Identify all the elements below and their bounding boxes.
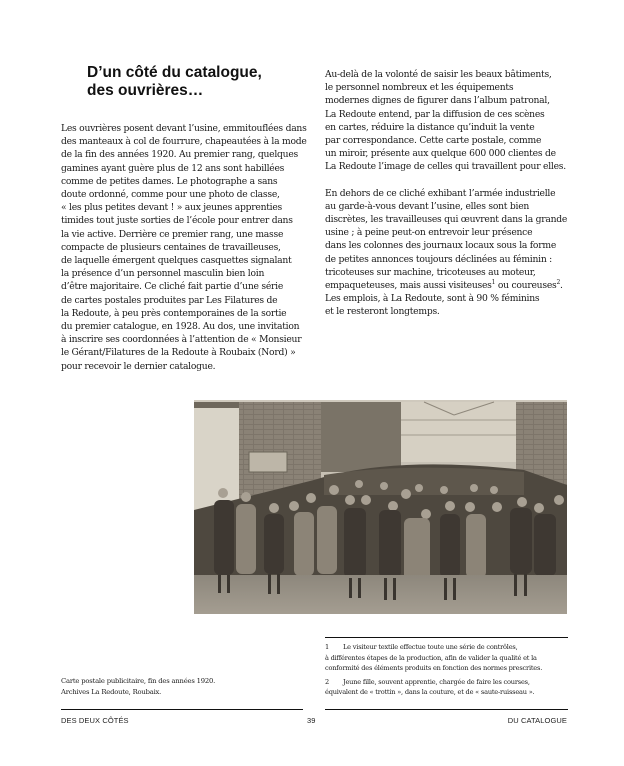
footnote-ref-1[interactable]: 1 xyxy=(491,278,496,286)
text-line: de petites annonces toujours déclinées au féminin : xyxy=(325,253,553,265)
left-paragraph xyxy=(61,122,307,373)
text-line: tricoteuses sur machine, tricoteuses au moteur, xyxy=(325,266,536,278)
text-line: de laquelle émergent quelques casquettes signalant xyxy=(61,255,292,267)
text-line: et le resteront longtemps. xyxy=(325,306,440,318)
right-paragraph-2 xyxy=(325,187,583,319)
photo-caption xyxy=(61,676,301,697)
text-line: comme de petites dames. Le photographe a sans xyxy=(61,175,278,187)
text-line: dans les colonnes des journaux locaux sous la forme xyxy=(325,240,557,252)
text-fragment: empaqueteuses, mais aussi visiteuses xyxy=(325,280,492,292)
text-line: la vie active. Derrière ce premier rang, une masse xyxy=(61,228,284,240)
footnote-2 xyxy=(325,677,575,698)
text-line: Au-delà de la volonté de saisir les beaux bâtiments, xyxy=(325,69,552,80)
text-line: pour recevoir le dernier catalogue. xyxy=(61,360,216,372)
text-line: gamines ayant guère plus de 12 ans sont habillées xyxy=(61,162,285,174)
plaque xyxy=(249,452,287,472)
text-line: la Redoute, à peu près contemporaines de la sortie xyxy=(61,307,287,319)
text-line: au garde-à-vous devant l’usine, elles sont bien xyxy=(325,200,530,212)
footnote-line: à différentes étapes de la production, afin de valider la qualité et la xyxy=(325,653,537,662)
footnote-number: 1 xyxy=(325,643,329,651)
heading-line-2: des ouvrières… xyxy=(87,82,204,99)
footnote-text: Jeune fille, souvent apprentie, chargée de faire les courses, xyxy=(343,677,530,686)
text-line: par correspondance. Cette carte postale, comme xyxy=(325,135,542,147)
text-line: compacte de plusieurs centaines de travailleuses, xyxy=(61,241,281,253)
footnotes-top-rule xyxy=(325,637,568,638)
text-line: doute ordonné, comme pour une photo de classe, xyxy=(61,189,280,201)
text-fragment: . xyxy=(560,280,563,292)
text-line: discrètes, les travailleuses qui œuvrent dans la grande xyxy=(325,214,568,226)
caption-line-1: Carte postale publicitaire, fin des années 1920. xyxy=(61,677,216,685)
text-line: d’être majoritaire. Ce cliché fait partie d’une série xyxy=(61,281,284,293)
left-column-text xyxy=(61,122,307,373)
historical-photo xyxy=(194,400,567,614)
footer-rule-right xyxy=(325,709,568,710)
footnote-text: Le visiteur textile effectue toute une série de contrôles, xyxy=(343,643,518,651)
footnote-number: 2 xyxy=(325,677,329,686)
page-number: 39 xyxy=(307,716,316,725)
text-line: du premier catalogue, en 1928. Au dos, une invitation xyxy=(61,321,300,333)
heading-line-1: D’un côté du catalogue, xyxy=(87,64,262,81)
text-line: de cartes postales produites par Les Filatures de xyxy=(61,294,278,306)
section-heading xyxy=(87,64,307,100)
text-line: usine ; à peine peut-on entrevoir leur présence xyxy=(325,227,533,239)
text-line: La Redoute l’image de celles qui travaillent pour elles. xyxy=(325,161,566,173)
right-paragraph-1 xyxy=(325,68,583,174)
text-line: des manteaux à col de fourrure, chapeautées à la mode xyxy=(61,136,307,148)
text-line: un miroir, présente aux quelque 600 000 clientes de xyxy=(325,148,556,160)
footnote-1 xyxy=(325,642,575,674)
text-line: timides tout juste sorties de l’école pour entrer dans xyxy=(61,215,293,227)
text-line: En dehors de ce cliché exhibant l’armée industrielle xyxy=(325,187,556,199)
footer-rule-left xyxy=(61,709,303,710)
text-line: la présence d’un personnel masculin bien loin xyxy=(61,268,265,280)
text-line: « les plus petites devant ! » aux jeunes apprenties xyxy=(61,202,283,214)
text-line: Les emplois, à La Redoute, sont à 90 % féminins xyxy=(325,293,540,305)
text-line: le personnel nombreux et les équipements xyxy=(325,82,514,94)
right-column-text xyxy=(325,68,583,319)
running-footer-right: DU CATALOGUE xyxy=(507,716,567,725)
text-fragment: ou coureuses xyxy=(495,280,557,292)
photo-illustration xyxy=(194,400,567,614)
text-line: Les ouvrières posent devant l’usine, emmitouflées dans xyxy=(61,123,307,134)
text-line: de la fin des années 1920. Au premier rang, quelques xyxy=(61,149,298,161)
text-line: en cartes, réduire la distance qu’induit la vente xyxy=(325,121,535,133)
text-line: le Gérant/Filatures de la Redoute à Roubaix (Nord) » xyxy=(61,347,296,359)
footnote-ref-2[interactable]: 2 xyxy=(556,278,561,286)
text-line-with-footnote-refs xyxy=(325,279,583,292)
text-line: La Redoute entend, par la diffusion de ces scènes xyxy=(325,108,545,120)
footnote-line: équivalent de « trottin », dans la couture, et de « saute-ruisseau ». xyxy=(325,688,535,696)
text-line: à inscrire ses coordonnées à l’attention de « Monsieur xyxy=(61,334,302,346)
footnote-line xyxy=(325,642,575,653)
footnote-line xyxy=(325,677,575,688)
running-footer-left: DES DEUX CÔTÉS xyxy=(61,716,129,725)
caption-line-2: Archives La Redoute, Roubaix. xyxy=(61,687,162,696)
footnote-line: conformité des éléments produits en fonction des normes prescrites. xyxy=(325,664,543,672)
text-line: modernes dignes de figurer dans l’album patronal, xyxy=(325,95,550,107)
door xyxy=(194,404,239,514)
footnotes xyxy=(325,642,575,701)
